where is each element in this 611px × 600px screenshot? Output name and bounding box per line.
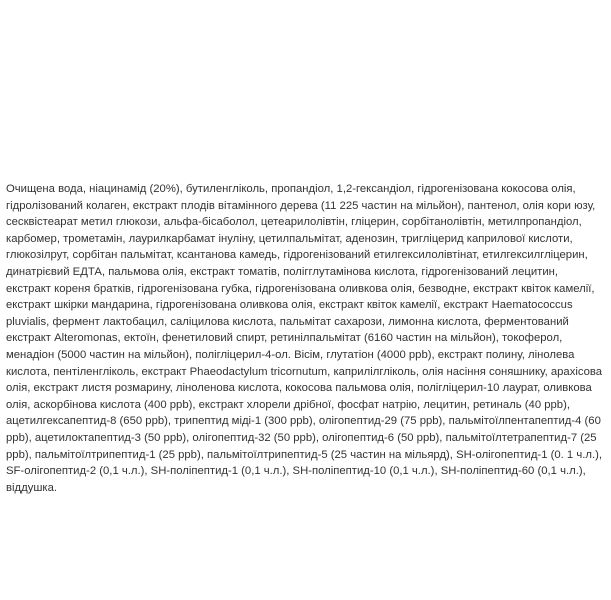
ingredients-text: Очищена вода, ніацинамід (20%), бутиленгліколь, пропандіол, 1,2-гександіол, гідрогенізована кокосова олія, гідролізований колаген, екстракт плодів вітамінного дерева (11 225 частин на мільйон), пантенол, олія кори юзу, сесквістеарат метил глюкози, альфа-бісаболол, цетеарилолівтін, гліцерин, сорбітанолівтін, метилпропандіол, карбомер, трометамін, лаурилкарбамат інуліну, цетилпальмітат, аденозин, тригліцерид каприлової кислоти, глюкозілрут, сорбітан пальмітат, ксантанова камедь, гідрогенізований етилгексилолівтінат, етилгексилгліцерин, динатрієвий ЕДТА, пальмова олія, екстракт томатів, полігглутамінова кислота, гідрогенізований лецитин, екстракт кореня братків, гідрогенізована губка, гідрогенізована оливкова олія, безводне, екстракт квіток камелії, екстракт шкірки мандарина, гідрогенізована оливкова олія, екстракт квіток камелії, екстракт Haematococcus pluvialis, фермент лактобацил, саліцилова кислота, пальмітат сахарози, лимонна кислота, ферментований екстракт Alteromonas, ектоїн, фенетиловий спирт, ретинілпальмітат (6160 частин на мільйон), токоферол, менадіон (5000 частин на мільйон), полігліцерил-4-ол. Вісім, глутатіон (4000 ppb), екстракт полину, лінолева кислота, пентіленгліколь, екстракт Phaeodactylum tricornutum, каприлілгліколь, олія насіння соняшнику, арахісова олія, екстракт листя розмарину, ліноленова кислота, кокосова пальмова олія, полігліцерил-10 лаурат, оливкова олія, аскорбінова кислота (400 ppb), екстракт хлорели дрібної, фосфат натрію, лецитин, ретиналь (40 ppb), ацетилгексапептид-8 (650 ppb), трипептид міді-1 (300 ppb), олігопептид-29 (75 ppb), пальмітоїлпентапептид-4 (60 ppb), ацетилоктапептид-3 (50 ppb), олігопептид-32 (50 ppb), олігопептид-6 (50 ppb), пальмітоїлтетрапептид-7 (25 ppb), пальмітоїлтрипептид-1 (25 ppb), пальмітоїлтрипептид-5 (25 частин на мільярд), SH-олігопептид-1 (0. 1 ч.л.), SF-олігопептид-2 (0,1 ч.л.), SH-поліпептид-1 (0,1 ч.л.), SH-поліпептид-10 (0,1 ч.л.), SH-поліпептид-60 (0,1 ч.л.), віддушка.	[6, 183, 603, 494]
